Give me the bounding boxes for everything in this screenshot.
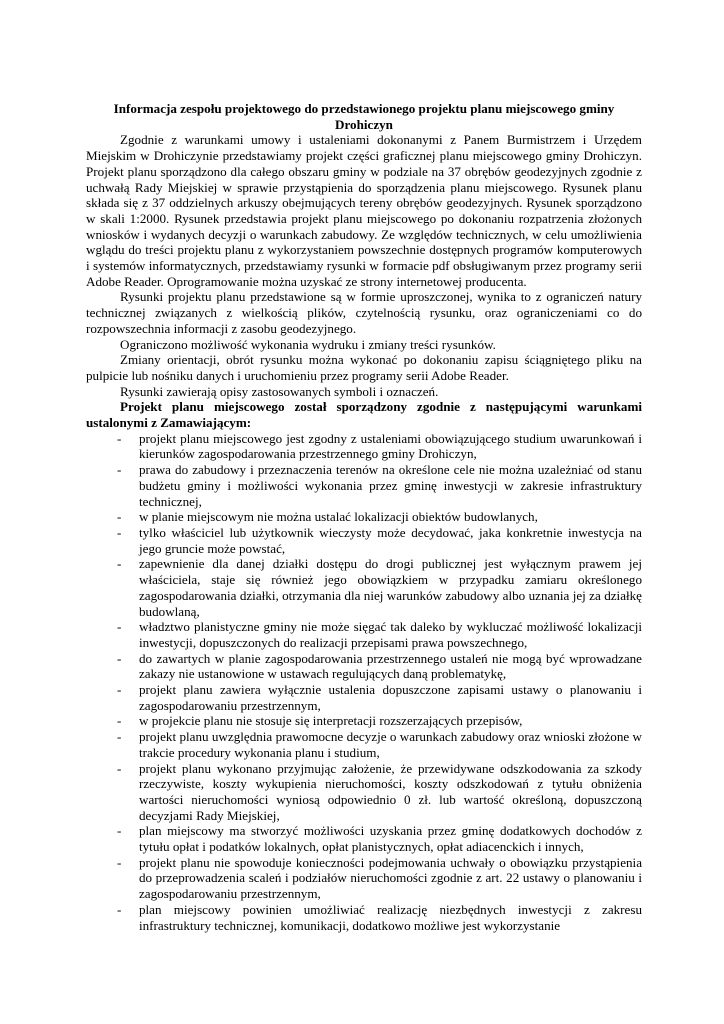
bullet-dash: -: [117, 619, 122, 635]
list-item: [86, 619, 642, 650]
paragraph-simplified-form: Rysunki projektu planu przedstawione są w formie uproszczonej, wynika to z ograniczeń natury technicznej związanych z wielkością plików, czytelnością rysunku, oraz ograniczeniami co do rozpowszechnia informacji z zasobu geodezyjnego.: [86, 289, 642, 336]
bullet-dash: -: [117, 729, 122, 745]
paragraph-symbols: Rysunki zawierają opisy zastosowanych symboli i oznaczeń.: [120, 383, 439, 399]
list-item-text: w planie miejscowym nie można ustalać lokalizacji obiektów budowlanych,: [139, 509, 538, 525]
list-item: [86, 823, 642, 854]
bullet-dash: -: [117, 430, 122, 446]
list-item-text: projekt planu zawiera wyłącznie ustalenia dopuszczone zapisami ustawy o planowaniu i zagospodarowaniu przestrzennym,: [139, 682, 642, 713]
list-item: [86, 761, 642, 824]
list-item: [86, 509, 642, 525]
list-item-text: tylko właściciel lub użytkownik wieczysty może decydować, jaka konkretnie inwestycja na jego gruncie może powstać,: [139, 524, 642, 556]
list-item-text: władztwo planistyczne gminy nie może sięgać tak daleko by wykluczać możliwość lokalizacji inwestycji, dopuszczonych do realizacji przepisami prawa powszechnego,: [139, 619, 642, 650]
paragraph-intro: Zgodnie z warunkami umowy i ustaleniami dokonanymi z Panem Burmistrzem i Urzędem Miejskim w Drohiczynie przedstawiamy projekt części graficznej planu miejscowego gminy Drohiczyn. Projekt planu sporządzono dla całego obszaru gminy w podziale na 37 obrębów geodezyjnych zgodnie z uchwałą Rady Miejskiej w sprawie przystąpienia do sporządzenia planu miejscowego. Rysunek planu składa się z 37 oddzielnych arkuszy obejmujących tereny obrębów geodezyjnych. Rysunek sporządzono w skali 1:2000. Rysunek przedstawia projekt planu miejscowego po dokonaniu rozpatrzenia złożonych wniosków i wydanych decyzji o warunkach zabudowy. Ze względów technicznych, w celu umożliwienia wglądu do treści projektu planu z wykorzystaniem powszechnie dostępnych programów komputerowych i systemów informatycznych, przedstawiamy rysunki w formacie pdf obsługiwanym przez programy serii Adobe Reader. Oprogramowanie można uzyskać ze strony internetowej producenta.: [86, 132, 642, 289]
list-item-text: do zawartych w planie zagospodarowania przestrzennego ustaleń nie mogą być wprowadzane zakazy nie ustanowione w ustawach regulujących daną problematykę,: [139, 650, 642, 682]
list-item-text: plan miejscowy powinien umożliwiać realizację niezbędnych inwestycji z zakresu infrastruktury technicznej, komunikacji, dodatkowo możliwe jest wykorzystanie: [139, 901, 642, 933]
list-item-text: projekt planu uwzględnia prawomocne decyzje o warunkach zabudowy oraz wnioski złożone w trakcie procedury wykonania planu i studium,: [139, 729, 642, 760]
list-item-text: zapewnienie dla danej działki dostępu do drogi publicznej jest wyłącznym prawem jej właściciela, staje się również jego obowiązkiem w przypadku zamiaru określonego zagospodarowania działki, otrzymania dla niej warunków zabudowy albo uznania jej za działkę budowlaną,: [139, 556, 642, 619]
bullet-dash: -: [117, 462, 122, 478]
list-item-text: prawa do zabudowy i przeznaczenia terenów na określone cele nie można uzależniać od stanu budżetu gminy i możliwości wykonania przez gminę inwestycji w zakresie infrastruktury technicznej,: [139, 462, 642, 509]
list-item: [86, 651, 642, 682]
bullet-dash: -: [117, 556, 122, 572]
bullet-dash: -: [117, 823, 122, 839]
conditions-list: [86, 431, 642, 934]
list-item: [86, 525, 642, 556]
list-item-text: projekt planu nie spowoduje konieczności podejmowania uchwały o obowiązku przystąpienia do przeprowadzenia scaleń i podziałów nieruchomości zgodnie z art. 22 ustawy o planowaniu i zagospodarowaniu przestrzennym,: [139, 854, 642, 902]
list-item: [86, 713, 642, 729]
document-title: Informacja zespołu projektowego do przedstawionego projektu planu miejscowego gminy Drohiczyn: [113, 101, 615, 132]
bullet-dash: -: [117, 650, 122, 666]
list-item: [86, 902, 642, 933]
list-item-text: plan miejscowy ma stworzyć możliwości uzyskania przez gminę dodatkowych dochodów z tytułu opłat i podatków lokalnych, opłat planistycznych, opłat adiacenckich i innych,: [139, 823, 642, 855]
paragraph-orientation: Zmiany orientacji, obrót rysunku można wykonać po dokonaniu zapisu ściągniętego pliku na pulpicie lub nośniku danych i uruchomieniu przez programy serii Adobe Reader.: [86, 352, 642, 383]
list-item: [86, 682, 642, 713]
list-item-text: projekt planu wykonano przyjmując założenie, że przewidywane odszkodowania za szkody rzeczywiste, koszty wykupienia nieruchomości, koszty odszkodowań z tytułu obniżenia wartości nieruchomości wyniosą odpowiednio 0 zł. lub wartość określoną, dopuszczoną decyzjami Rady Miejskiej,: [139, 760, 642, 823]
bullet-dash: -: [117, 509, 122, 525]
paragraph-print-limit: Ograniczono możliwość wykonania wydruku i zmiany treści rysunków.: [120, 336, 496, 352]
list-item: [86, 462, 642, 509]
bullet-dash: -: [117, 760, 122, 776]
list-item: [86, 556, 642, 619]
bullet-dash: -: [117, 901, 122, 917]
list-item: [86, 431, 642, 462]
list-item-text: w projekcie planu nie stosuje się interpretacji rozszerzających przepisów,: [139, 713, 523, 729]
bullet-dash: -: [117, 854, 122, 870]
list-item-text: projekt planu miejscowego jest zgodny z ustaleniami obowiązującego studium uwarunkowań i kierunków zagospodarowania przestrzennego gminy Drohiczyn,: [139, 430, 642, 462]
bullet-dash: -: [117, 682, 122, 698]
bullet-dash: -: [117, 524, 122, 540]
conditions-heading: Projekt planu miejscowego został sporządzony zgodnie z następującymi warunkami ustalonymi z Zamawiającym:: [86, 399, 642, 431]
bullet-dash: -: [117, 713, 122, 729]
list-item: [86, 855, 642, 902]
list-item: [86, 729, 642, 760]
document-page: [86, 101, 642, 933]
